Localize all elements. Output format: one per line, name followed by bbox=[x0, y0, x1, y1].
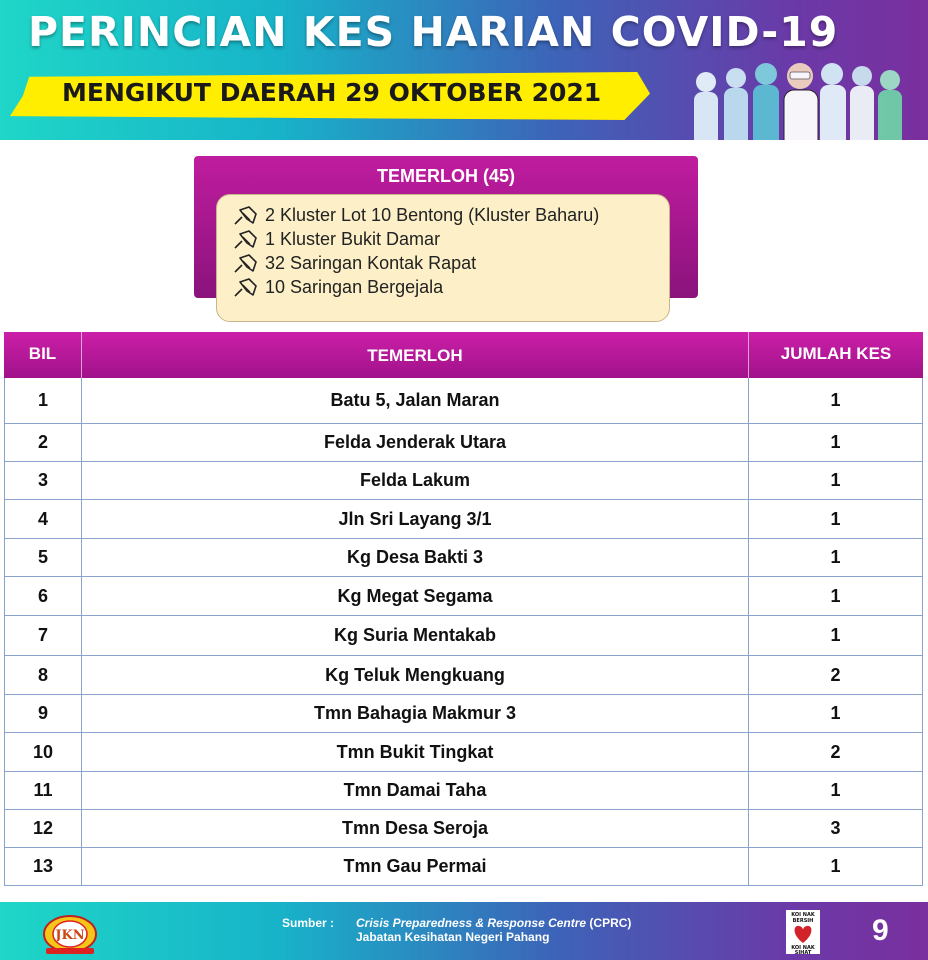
table-row bbox=[4, 695, 923, 733]
location-cell: Tmn Damai Taha bbox=[82, 772, 749, 809]
summary-list bbox=[216, 194, 670, 322]
table-body bbox=[4, 378, 923, 886]
cases-cell: 1 bbox=[749, 539, 923, 576]
cases-cell: 1 bbox=[749, 772, 923, 809]
table-row bbox=[4, 848, 923, 886]
cases-cell: 3 bbox=[749, 810, 923, 847]
table-row bbox=[4, 810, 923, 848]
summary-item-text: 10 Saringan Bergejala bbox=[265, 276, 444, 297]
table-row bbox=[4, 616, 923, 656]
cases-cell: 1 bbox=[749, 616, 923, 655]
column-header-location: TEMERLOH bbox=[82, 332, 749, 378]
bil-cell: 8 bbox=[4, 656, 82, 694]
cases-cell: 2 bbox=[749, 733, 923, 771]
cases-cell: 1 bbox=[749, 848, 923, 885]
column-header-cases: JUMLAH KES bbox=[780, 344, 892, 363]
cases-cell: 1 bbox=[749, 462, 923, 499]
pushpin-icon bbox=[229, 276, 259, 298]
cases-cell: 1 bbox=[749, 378, 923, 423]
bil-cell: 13 bbox=[4, 848, 82, 885]
bil-cell: 5 bbox=[4, 539, 82, 576]
location-cell: Felda Jenderak Utara bbox=[82, 424, 749, 461]
location-cell: Tmn Desa Seroja bbox=[82, 810, 749, 847]
header-banner bbox=[0, 0, 928, 140]
table-row bbox=[4, 656, 923, 695]
cases-cell: 1 bbox=[749, 695, 923, 732]
location-cell: Felda Lakum bbox=[82, 462, 749, 499]
medical-staff-illustration bbox=[680, 60, 920, 140]
svg-text:KOI NAK: KOI NAK bbox=[791, 945, 815, 951]
location-cell: Kg Suria Mentakab bbox=[82, 616, 749, 655]
bil-cell: 12 bbox=[4, 810, 82, 847]
pushpin-icon bbox=[229, 228, 259, 250]
source-org-name: Crisis Preparedness & Response Centre bbox=[356, 916, 587, 930]
location-cell: Tmn Gau Permai bbox=[82, 848, 749, 885]
location-cell: Kg Megat Segama bbox=[82, 577, 749, 615]
page-number: 9 bbox=[872, 914, 889, 947]
cases-table bbox=[4, 332, 923, 886]
bil-cell: 2 bbox=[4, 424, 82, 461]
summary-item bbox=[229, 203, 669, 227]
source-label: Sumber : bbox=[282, 916, 335, 930]
footer-banner bbox=[0, 902, 928, 960]
bil-cell: 7 bbox=[4, 616, 82, 655]
summary-item bbox=[229, 251, 669, 275]
bil-cell: 11 bbox=[4, 772, 82, 809]
svg-text:KOI NAK: KOI NAK bbox=[791, 912, 815, 918]
column-header-bil: BIL bbox=[4, 332, 82, 378]
bil-cell: 10 bbox=[4, 733, 82, 771]
summary-item bbox=[229, 275, 669, 299]
summary-item bbox=[229, 227, 669, 251]
bil-cell: 9 bbox=[4, 695, 82, 732]
cases-cell: 1 bbox=[749, 577, 923, 615]
svg-text:BERSIH: BERSIH bbox=[792, 918, 814, 924]
cases-cell: 1 bbox=[749, 424, 923, 461]
svg-text:SIHAT: SIHAT bbox=[794, 950, 812, 954]
koi-nak-sihat-logo-icon bbox=[786, 910, 820, 954]
cases-cell: 1 bbox=[749, 500, 923, 538]
table-row bbox=[4, 500, 923, 539]
bil-cell: 1 bbox=[4, 378, 82, 423]
bil-cell: 6 bbox=[4, 577, 82, 615]
table-row bbox=[4, 733, 923, 772]
cases-cell: 2 bbox=[749, 656, 923, 694]
bil-cell: 4 bbox=[4, 500, 82, 538]
location-cell: Tmn Bahagia Makmur 3 bbox=[82, 695, 749, 732]
summary-item-text: 1 Kluster Bukit Damar bbox=[265, 228, 441, 249]
page-subtitle: MENGIKUT DAERAH 29 OKTOBER 2021 bbox=[62, 78, 602, 107]
source-org-abbr: (CPRC) bbox=[586, 916, 632, 930]
location-cell: Tmn Bukit Tingkat bbox=[82, 733, 749, 771]
summary-item-text: 32 Saringan Kontak Rapat bbox=[265, 252, 477, 273]
location-cell: Kg Teluk Mengkuang bbox=[82, 656, 749, 694]
table-row bbox=[4, 424, 923, 462]
location-cell: Batu 5, Jalan Maran bbox=[82, 378, 749, 423]
location-cell: Kg Desa Bakti 3 bbox=[82, 539, 749, 576]
table-row bbox=[4, 378, 923, 424]
source-department: Jabatan Kesihatan Negeri Pahang bbox=[356, 930, 550, 944]
page-title: PERINCIAN KES HARIAN COVID-19 bbox=[28, 8, 839, 56]
table-row bbox=[4, 462, 923, 500]
table-header bbox=[4, 332, 923, 378]
table-row bbox=[4, 577, 923, 616]
svg-text:JKN: JKN bbox=[55, 928, 85, 943]
jkn-logo-icon bbox=[32, 908, 108, 956]
pushpin-icon bbox=[229, 204, 259, 226]
table-row bbox=[4, 772, 923, 810]
table-row bbox=[4, 539, 923, 577]
summary-heading: TEMERLOH (45) bbox=[376, 166, 515, 186]
summary-item-text: 2 Kluster Lot 10 Bentong (Kluster Baharu) bbox=[265, 204, 600, 225]
source-organization bbox=[356, 916, 631, 930]
pushpin-icon bbox=[229, 252, 259, 274]
bil-cell: 3 bbox=[4, 462, 82, 499]
location-cell: Jln Sri Layang 3/1 bbox=[82, 500, 749, 538]
